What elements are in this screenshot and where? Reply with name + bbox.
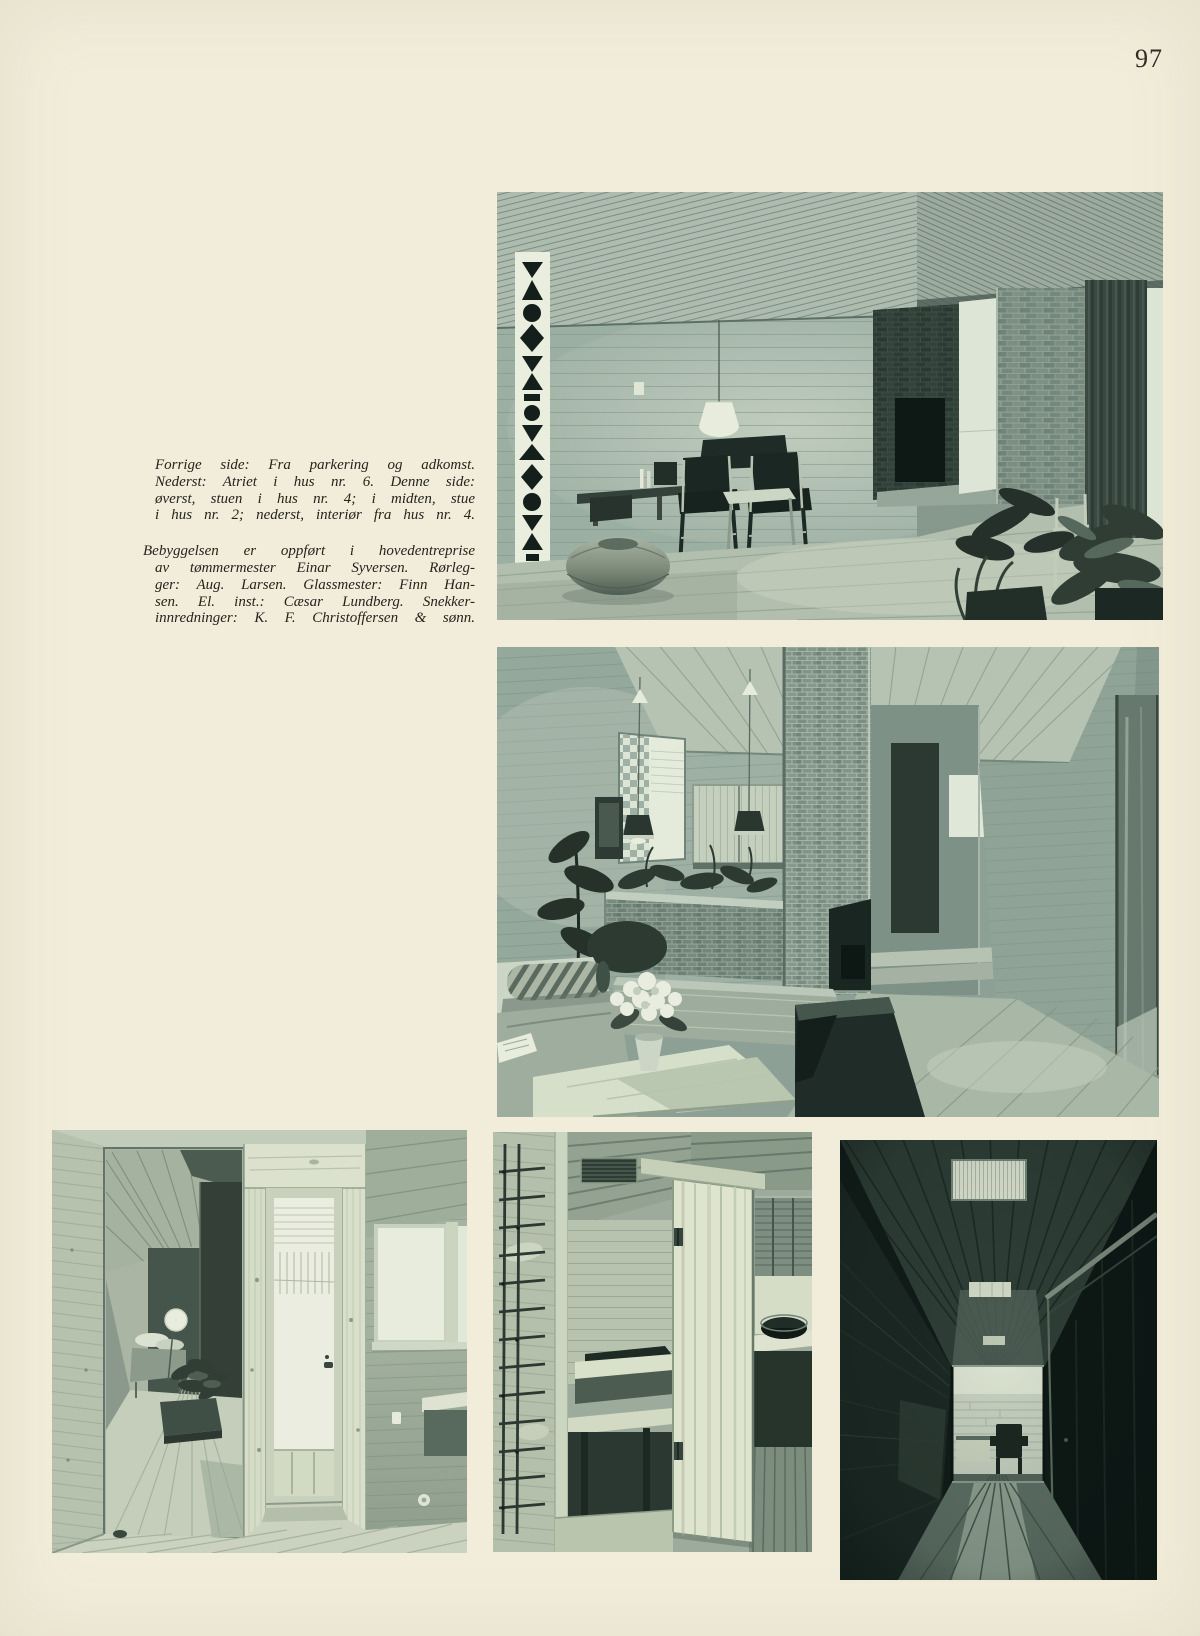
brick-chimney [783, 647, 871, 995]
light-switch [634, 382, 644, 395]
caption-line: ger: Aug. Larsen. Glassmester: Finn Han- [155, 576, 475, 593]
caption-paragraph-1 [143, 457, 475, 524]
photo-living-room-hus-4 [497, 192, 1163, 620]
caption-paragraph-2 [143, 543, 475, 627]
caption-line: av tømmermester Einar Syversen. Rørleg- [155, 559, 475, 576]
corridor-view [104, 1148, 244, 1538]
caption-line: Bebyggelsen er oppført i hovedentreprise [143, 543, 475, 560]
left-wall [52, 1130, 104, 1553]
window [1147, 288, 1163, 536]
photo-sauna-interior [493, 1132, 812, 1552]
vignette [840, 1140, 1157, 1580]
page-number: 97 [1135, 44, 1163, 73]
right-window [372, 1222, 467, 1352]
glass-door [1115, 695, 1159, 1075]
light-switch [392, 1412, 401, 1424]
caption-block [143, 457, 475, 627]
wall-hanging-banner [515, 252, 550, 586]
photo-living-room-hus-2 [497, 647, 1159, 1117]
photo-hall-glass-door [52, 1130, 467, 1553]
window [619, 733, 685, 863]
shelf [422, 1392, 467, 1456]
caption-line: Forrige side: Fra parkering og adkomst. [155, 457, 475, 473]
curtain [1085, 280, 1147, 538]
sauna-room [555, 1132, 691, 1552]
glass-door [262, 1188, 348, 1522]
caption-line: Nederst: Atriet i hus nr. 6. Denne side: [155, 473, 475, 490]
picture-frame [595, 797, 623, 859]
sauna-door [673, 1180, 753, 1548]
wall-socket [418, 1494, 430, 1506]
caption-line: sen. El. inst.: Cæsar Lundberg. Snekker- [155, 593, 475, 610]
caption-line: i hus nr. 2; nederst, interiør fra hus nr. 4. [155, 507, 475, 524]
caption-line: øverst, stuen i hus nr. 4; i midten, stue [155, 490, 475, 507]
basket [562, 537, 674, 605]
corner-post [555, 1132, 568, 1552]
brick-fireplace [873, 288, 1087, 507]
photo-dark-corridor [840, 1140, 1157, 1580]
caption-line: innredninger: K. F. Christoffersen & sønn. [155, 610, 475, 627]
